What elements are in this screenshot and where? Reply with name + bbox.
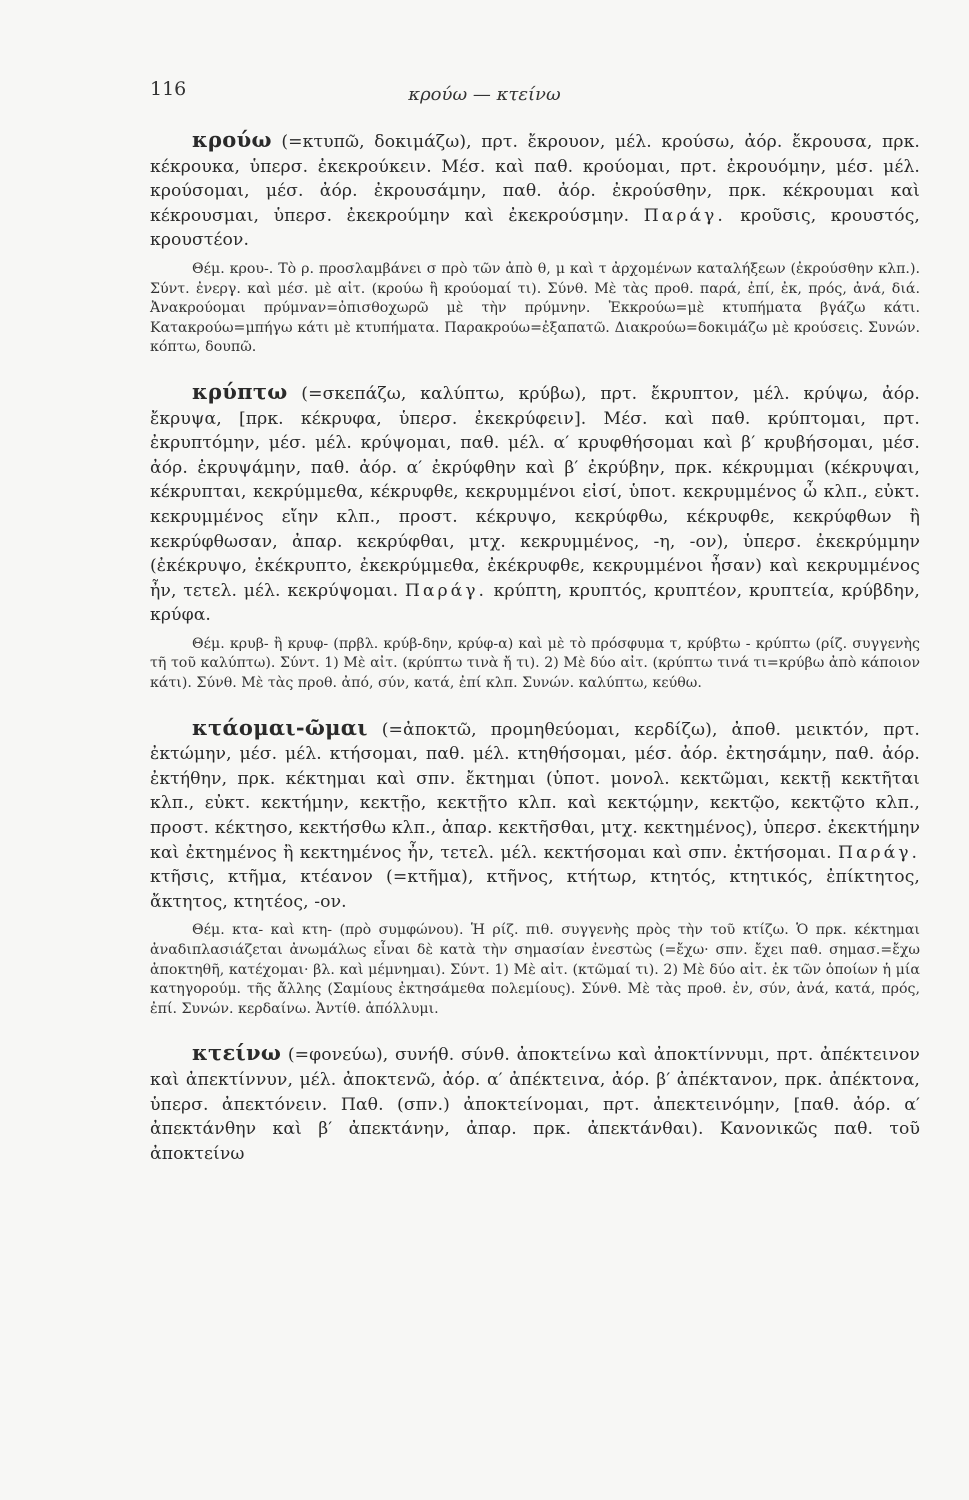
parag-label: Παράγ. — [404, 580, 487, 601]
parag-label: Παράγ. — [837, 842, 920, 863]
parag-text: κρύπτη, κρυπτός, κρυπτέον, κρυπτεία, κρύβδην, κρύφα. — [150, 580, 920, 626]
entry-ktaomai — [150, 716, 920, 1020]
entry-main-text — [150, 1041, 920, 1166]
parag-text: κροῦσις, κρουστός, κρουστέον. — [150, 205, 921, 251]
entry-krypto — [150, 380, 920, 694]
headword: κτείνω — [192, 1040, 282, 1066]
headword: κρούω — [192, 127, 272, 152]
entry-main-text — [150, 128, 920, 253]
dictionary-content — [150, 128, 920, 1188]
entry-note: Θέμ. κρυβ- ἢ κρυφ- (πρβλ. κρύβ-δην, κρύφ-α) καὶ μὲ τὸ πρόσφυμα τ, κρύβτω - κρύπτω (ρίζ. συγγενὴς τῆ τοῦ καλύπτω). Σύντ. 1) Μὲ αἰτ. (κρύπτω τινὰ ἤ τι). 2) Μὲ δύο αἰτ. (κρύπτω τινά τι=κρύβω ἀπὸ κάποιον κάτι). Σύνθ. Μὲ τὰς προθ. ἀπό, σύν, κατά, ἐπί κλπ. Συνών. καλύπτω, κεύθω. — [150, 635, 920, 692]
headword: κρύπτω — [192, 378, 288, 404]
parag-label: Παράγ. — [643, 205, 726, 226]
page-number: 116 — [150, 78, 187, 100]
headword: κτάομαι-ῶμαι — [192, 714, 368, 740]
entry-body: (=σκεπάζω, καλύπτω, κρύβω), πρτ. ἔκρυπτον, μέλ. κρύψω, ἀόρ. ἔκρυψα, [πρκ. κέκρυφα, ὑπερσ. ἐκεκρύφειν]. Μέσ. καὶ παθ. κρύπτομαι, πρτ. ἐκρυπτόμην, μέσ. μέλ. κρύψομαι, παθ. μέλ. α′ κρυφθήσομαι καὶ β′ κρυβήσομαι, μέσ. ἀόρ. ἐκρυψάμην, παθ. ἀόρ. α′ ἐκρύφθην καὶ β′ ἐκρύβην, πρκ. κέκρυμμαι (κέκρυψαι, κέκρυπται, κεκρύμμεθα, κέκρυφθε, κεκρυμμένοι εἰσί, ὑποτ. κεκρυμμένος ὦ κλπ., εὐκτ. κεκρυμμένος εἴην κλπ., προστ. κέκρυψο, κεκρύφθω, κέκρυφθε, κεκρύφθων ἢ κεκρύφθωσαν, ἀπαρ. κεκρύφθαι, μτχ. κεκρυμμένος, -η, -ον), ὑπερσ. ἐκεκρύμμην (ἐκέκρυψο, ἐκέκρυπτο, ἐκεκρύμμεθα, ἐκέκρυφθε, κεκρυμμένοι ἦσαν) καὶ κεκρυμμένος ἦν, τετελ. μέλ. κεκρύψομαι. — [150, 383, 920, 601]
entry-main-text — [150, 716, 920, 915]
entry-note: Θέμ. κρου-. Τὸ ρ. προσλαμβάνει σ πρὸ τῶν ἀπὸ θ, μ καὶ τ ἀρχομένων καταλήξεων (ἐκρούσθην κλπ.). Σύντ. ἐνεργ. καὶ μέσ. μὲ αἰτ. (κρούω ἢ κρούομαί τι). Σύνθ. Μὲ τὰς προθ. παρά, ἐπί, ἐκ, πρός, ἀνά, διά. Ἀνακρούομαι πρύμναν=ὀπισθοχωρῶ μὲ τὴν πρύμνην. Ἐκκρούω=μὲ κτυπήματα βγάζω κάτι. Κατακρούω=μπήγω κάτι μὲ κτυπήματα. Παρακρούω=ἐξαπατῶ. Διακρούω=δοκιμάζω μὲ κρούσεις. Συνών. κόπτω, δουπῶ. — [150, 260, 920, 356]
entry-body: (=φονεύω), συνήθ. σύνθ. ἀποκτείνω καὶ ἀποκτίννυμι, πρτ. ἀπέκτεινον καὶ ἀπεκτίννυν, μέλ. ἀποκτενῶ, ἀόρ. α′ ἀπέκτεινα, ἀόρ. β′ ἀπέκτανον, πρκ. ἀπέκτονα, ὑπερσ. ἀπεκτόνειν. Παθ. (σπν.) ἀποκτείνομαι, πρτ. ἀπεκτεινόμην, [παθ. ἀόρ. α′ ἀπεκτάνθην καὶ β′ ἀπεκτάνην, ἀπαρ. πρκ. ἀπεκτάνθαι). Κανονικῶς παθ. τοῦ ἀποκτείνω — [150, 1045, 920, 1164]
running-header: κρούω — κτείνω — [408, 84, 561, 105]
entry-krouo — [150, 128, 920, 358]
entry-note: Θέμ. κτα- καὶ κτη- (πρὸ συμφώνου). Ἡ ρίζ. πιθ. συγγενὴς πρὸς τὴν τοῦ κτίζω. Ὁ πρκ. κέκτημαι ἀναδιπλασιάζεται ἀνωμάλως εἶναι δὲ κατὰ τὴν σημασίαν ἐνεστὼς (=ἔχω· σπν. ἔχει παθ. σημασ.=ἔχω ἀποκτηθῆ, κατέχομαι· βλ. καὶ μέμνημαι). Σύντ. 1) Μὲ αἰτ. (κτῶμαί τι). 2) Μὲ δύο αἰτ. ἐκ τῶν ὁποίων ἡ μία κατηγορούμ. τῆς ἄλλης (Σαμίους ἐκτησάμεθα πολεμίους). Σύνθ. Μὲ τὰς προθ. ἐν, σύν, ἀνά, κατά, πρός, ἐπί. Συνών. κερδαίνω. Ἀντίθ. ἀπόλλυμι. — [150, 922, 920, 1017]
entry-kteino — [150, 1041, 920, 1166]
parag-text: κτῆσις, κτῆμα, κτέανον (=κτῆμα), κτῆνος, κτήτωρ, κτητός, κτητικός, ἐπίκτητος, ἄκτητος, κτητέος, -ον. — [150, 867, 920, 912]
entry-body: (=ἀποκτῶ, προμηθεύομαι, κερδίζω), ἀποθ. μεικτόν, πρτ. ἐκτώμην, μέσ. μέλ. κτήσομαι, παθ. μέλ. κτηθήσομαι, μέσ. ἀόρ. ἐκτησάμην, παθ. ἀόρ. ἐκτήθην, πρκ. κέκτημαι καὶ σπν. ἔκτημαι (ὑποτ. μονολ. κεκτῶμαι, κεκτῇ κεκτῆται κλπ., εὐκτ. κεκτήμην, κεκτῇο, κεκτῇτο κλπ. καὶ κεκτῴμην, κεκτῷο, κεκτῷτο κλπ., προστ. κέκτησο, κεκτήσθω κλπ., ἀπαρ. κεκτῆσθαι, μτχ. κεκτημένος), ὑπερσ. ἐκεκτήμην καὶ ἐκτημένος ἢ κεκτημένος ἦν, τετελ. μέλ. κεκτήσομαι καὶ σπν. ἐκτήσομαι. — [150, 719, 920, 863]
entry-body: (=κτυπῶ, δοκιμάζω), πρτ. ἔκρουον, μέλ. κρούσω, ἀόρ. ἔκρουσα, πρκ. κέκρουκα, ὑπερσ. ἐκεκρούκειν. Μέσ. καὶ παθ. κρούομαι, πρτ. ἐκρουόμην, μέσ. μέλ. κρούσομαι, μέσ. ἀόρ. ἐκρουσάμην, παθ. ἀόρ. ἐκρούσθην, πρκ. κέκρουμαι καὶ κέκρουσμαι, ὑπερσ. ἐκεκρούμην καὶ ἐκεκρούσμην. — [150, 132, 920, 226]
entry-main-text — [150, 380, 920, 628]
